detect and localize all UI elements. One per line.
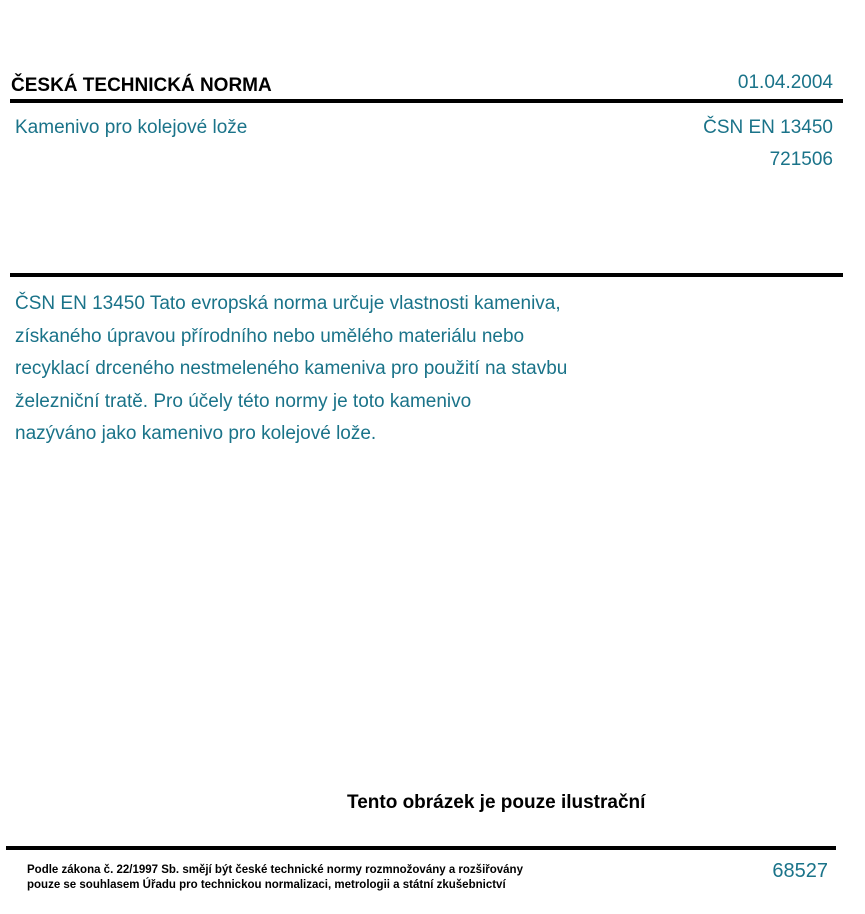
classification-code: 721506: [769, 149, 833, 170]
summary-line: nazýváno jako kamenivo pro kolejové lože.: [15, 423, 377, 444]
standard-summary: [15, 288, 665, 451]
footer-divider: [6, 846, 836, 850]
legal-line: Podle zákona č. 22/1997 Sb. smějí být české technické normy rozmnožovány a rozšiřovány: [27, 864, 523, 876]
document-type-heading: ČESKÁ TECHNICKÁ NORMA: [11, 75, 272, 96]
section-divider: [10, 273, 843, 277]
legal-line: pouze se souhlasem Úřadu pro technickou normalizaci, metrologii a státní zkušebnictví: [27, 879, 506, 891]
summary-line: recyklací drceného nestmeleného kameniva pro použití na stavbu: [15, 358, 568, 379]
summary-line: železniční tratě. Pro účely této normy je toto kamenivo: [15, 390, 472, 412]
illustration-notice: Tento obrázek je pouze ilustrační: [347, 792, 646, 813]
header-divider: [10, 99, 843, 103]
document-id: 68527: [772, 860, 828, 882]
publication-date: 01.04.2004: [737, 72, 833, 93]
legal-notice: [27, 863, 523, 893]
standard-number: ČSN EN 13450: [703, 117, 833, 138]
summary-line: získaného úpravou přírodního nebo umělého materiálu nebo: [15, 325, 525, 347]
summary-line: ČSN EN 13450 Tato evropská norma určuje vlastnosti kameniva,: [15, 293, 561, 314]
standard-title: Kamenivo pro kolejové lože: [15, 117, 248, 138]
